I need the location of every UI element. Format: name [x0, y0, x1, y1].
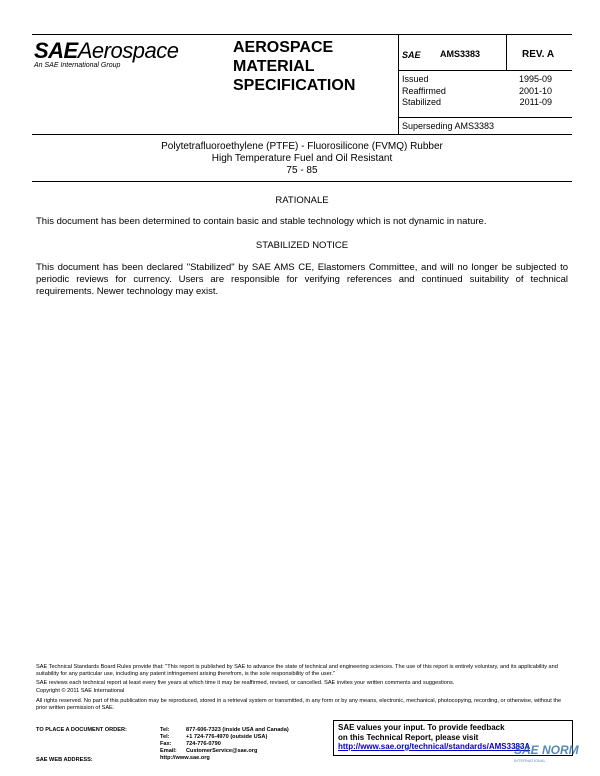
superseding-note: Superseding AMS3383 — [402, 121, 495, 131]
date-value: 2001-10 — [518, 85, 552, 96]
web-label: SAE WEB ADDRESS: — [36, 757, 93, 763]
policy-statement: SAE Technical Standards Board Rules provide that: "This report is published by SAE to advance the state of technical and engineering sciences. The use of this report is entirely voluntary, and its applicability and suitability for any particular use, including any patent infringement arising therefrom, is the sole responsibility of the user." — [36, 664, 558, 678]
doc-type-line-1: AEROSPACE — [233, 39, 334, 56]
superseding-rule — [398, 117, 572, 118]
header-top-rule — [32, 34, 572, 35]
web-link[interactable]: http://www.sae.org — [160, 755, 210, 761]
document-type — [233, 38, 355, 95]
tel2-label: Tel: — [160, 734, 170, 740]
date-label: Issued — [402, 74, 429, 84]
stabilized-text: This document has been declared "Stabilized" by SAE AMS CE, Elastomers Committee, and will no longer be subjected to periodic reviews for currency. Users are responsible for verifying references and continued suitability of technical requirements. Newer technology may exist. — [36, 262, 568, 297]
rationale-heading: RATIONALE — [275, 195, 329, 206]
tel-outside: +1 724-776-4970 (outside USA) — [186, 734, 268, 740]
header-bottom-rule — [32, 134, 572, 135]
rights-statement: All rights reserved. No part of this publication may be reproduced, stored in a retrieval system or transmitted, in any form or by any means, electronic, mechanical, photocopying, recording, or otherwise, without the prior written permission of SAE. — [36, 698, 562, 712]
order-label: TO PLACE A DOCUMENT ORDER: — [36, 727, 127, 733]
title-bottom-rule — [32, 181, 572, 182]
date-row-reaffirmed — [402, 86, 552, 98]
date-row-issued — [402, 74, 552, 86]
stabilized-heading: STABILIZED NOTICE — [255, 240, 349, 251]
logo-tagline: An SAE International Group — [34, 62, 121, 69]
date-label: Reaffirmed — [402, 85, 446, 96]
logo-sae: SAE — [34, 38, 78, 63]
rationale-text: This document has been determined to contain basic and stable technology which is not dynamic in nature. — [36, 216, 487, 227]
revision-label: REV. A — [522, 49, 555, 60]
spec-number-rule — [398, 70, 572, 71]
watermark-logo: SAE NORM — [514, 743, 579, 757]
fax-label: Fax: — [160, 741, 172, 747]
date-value: 1995-09 — [518, 74, 552, 84]
feedback-line-2: on this Technical Report, please visit — [338, 732, 479, 742]
document-title — [32, 141, 572, 177]
date-label: Stabilized — [402, 97, 442, 107]
title-line-2: High Temperature Fuel and Oil Resistant — [211, 153, 393, 164]
doc-type-line-2: MATERIAL — [233, 58, 315, 75]
copyright: Copyright © 2011 SAE International — [36, 688, 125, 694]
date-block — [402, 74, 552, 109]
date-row-stabilized — [402, 97, 552, 109]
review-statement: SAE reviews each technical report at least every five years at which time it may be reaffirmed, revised, or cancelled. SAE invites your written comments and suggestions. — [36, 680, 455, 686]
rev-divider — [506, 34, 507, 70]
title-line-1: Polytetrafluoroethylene (PTFE) - Fluorosilicone (FVMQ) Rubber — [161, 141, 443, 152]
doc-type-line-3: SPECIFICATION — [233, 77, 356, 94]
title-line-3: 75 - 85 — [286, 165, 318, 176]
feedback-line-1: SAE values your input. To provide feedback — [338, 723, 505, 732]
tel-label: Tel: — [160, 727, 170, 733]
feedback-url-link[interactable]: http://www.sae.org/technical/standards/AMS3383A — [338, 742, 531, 751]
tel-inside: 877-606-7323 (inside USA and Canada) — [186, 727, 289, 733]
date-value: 2011-09 — [519, 97, 552, 107]
email-label: Email: — [160, 748, 177, 754]
spec-number: AMS3383 — [440, 49, 481, 59]
email-link[interactable]: CustomerService@sae.org — [186, 748, 258, 754]
watermark-sub: INTERNATIONAL — [514, 758, 546, 763]
header-vertical-divider — [398, 34, 399, 134]
sae-aerospace-logo — [34, 38, 178, 64]
logo-aerospace: Aerospace — [77, 38, 179, 63]
fax-number: 724-776-0790 — [186, 741, 221, 747]
sae-mark: SAE — [402, 50, 421, 60]
